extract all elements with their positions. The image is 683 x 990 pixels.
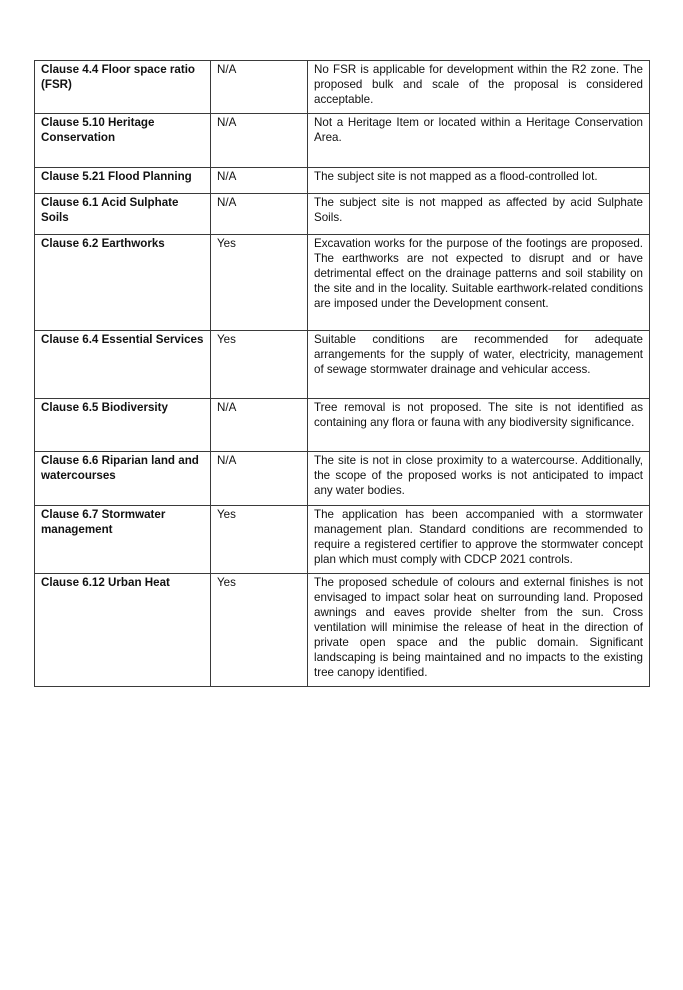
clause-cell: Clause 5.21 Flood Planning bbox=[35, 168, 211, 194]
compliance-cell: N/A bbox=[211, 114, 308, 168]
comment-cell: No FSR is applicable for development within the R2 zone. The proposed bulk and scale of the proposal is considered acceptable. bbox=[308, 61, 650, 114]
table-row-earthworks bbox=[35, 235, 650, 331]
compliance-cell: N/A bbox=[211, 168, 308, 194]
clause-cell: Clause 6.1 Acid Sulphate Soils bbox=[35, 194, 211, 235]
compliance-cell: N/A bbox=[211, 452, 308, 506]
compliance-cell: Yes bbox=[211, 506, 308, 574]
clause-cell: Clause 6.2 Earthworks bbox=[35, 235, 211, 331]
clause-cell: Clause 6.12 Urban Heat bbox=[35, 574, 211, 687]
clause-cell: Clause 6.5 Biodiversity bbox=[35, 399, 211, 452]
compliance-cell: Yes bbox=[211, 235, 308, 331]
compliance-cell: N/A bbox=[211, 61, 308, 114]
comment-cell: Not a Heritage Item or located within a Heritage Conservation Area. bbox=[308, 114, 650, 168]
clause-cell: Clause 6.7 Stormwater management bbox=[35, 506, 211, 574]
table-row-riparian bbox=[35, 452, 650, 506]
compliance-cell: Yes bbox=[211, 574, 308, 687]
compliance-cell: N/A bbox=[211, 194, 308, 235]
comment-cell: Excavation works for the purpose of the footings are proposed. The earthworks are not expected to disrupt and or have detrimental effect on the drainage patterns and soil stability on the site and in the locality. Suitable earthwork-related conditions are imposed under the Development consent. bbox=[308, 235, 650, 331]
table-row-heritage bbox=[35, 114, 650, 168]
table-row-biodiversity bbox=[35, 399, 650, 452]
table-row-urban-heat bbox=[35, 574, 650, 687]
comment-cell: Tree removal is not proposed. The site is not identified as containing any flora or fauna with any biodiversity significance. bbox=[308, 399, 650, 452]
table-row-essential-services bbox=[35, 331, 650, 399]
comment-cell: The subject site is not mapped as affected by acid Sulphate Soils. bbox=[308, 194, 650, 235]
comment-cell: Suitable conditions are recommended for adequate arrangements for the supply of water, electricity, management of sewage stormwater drainage and vehicular access. bbox=[308, 331, 650, 399]
comment-cell: The proposed schedule of colours and external finishes is not envisaged to impact solar heat on surrounding land. Proposed awnings and eaves provide shelter from the sun. Cross ventilation will minimise the release of heat in the direction of private open space and the public domain. Significant landscaping is being maintained and no impacts to the existing tree canopy identified. bbox=[308, 574, 650, 687]
table-row-stormwater bbox=[35, 506, 650, 574]
clause-cell: Clause 6.4 Essential Services bbox=[35, 331, 211, 399]
table-row-fsr bbox=[35, 61, 650, 114]
comment-cell: The subject site is not mapped as a flood-controlled lot. bbox=[308, 168, 650, 194]
table-row-acid-sulphate bbox=[35, 194, 650, 235]
comment-cell: The site is not in close proximity to a watercourse. Additionally, the scope of the proposed works is not anticipated to impact any water bodies. bbox=[308, 452, 650, 506]
clause-cell: Clause 4.4 Floor space ratio (FSR) bbox=[35, 61, 211, 114]
table-row-flood bbox=[35, 168, 650, 194]
comment-cell: The application has been accompanied with a stormwater management plan. Standard conditions are recommended to require a registered certifier to approve the stormwater concept plan which must comply with CDCP 2021 controls. bbox=[308, 506, 650, 574]
compliance-cell: Yes bbox=[211, 331, 308, 399]
clause-cell: Clause 5.10 Heritage Conservation bbox=[35, 114, 211, 168]
compliance-cell: N/A bbox=[211, 399, 308, 452]
compliance-table bbox=[34, 60, 650, 687]
clause-cell: Clause 6.6 Riparian land and watercourses bbox=[35, 452, 211, 506]
